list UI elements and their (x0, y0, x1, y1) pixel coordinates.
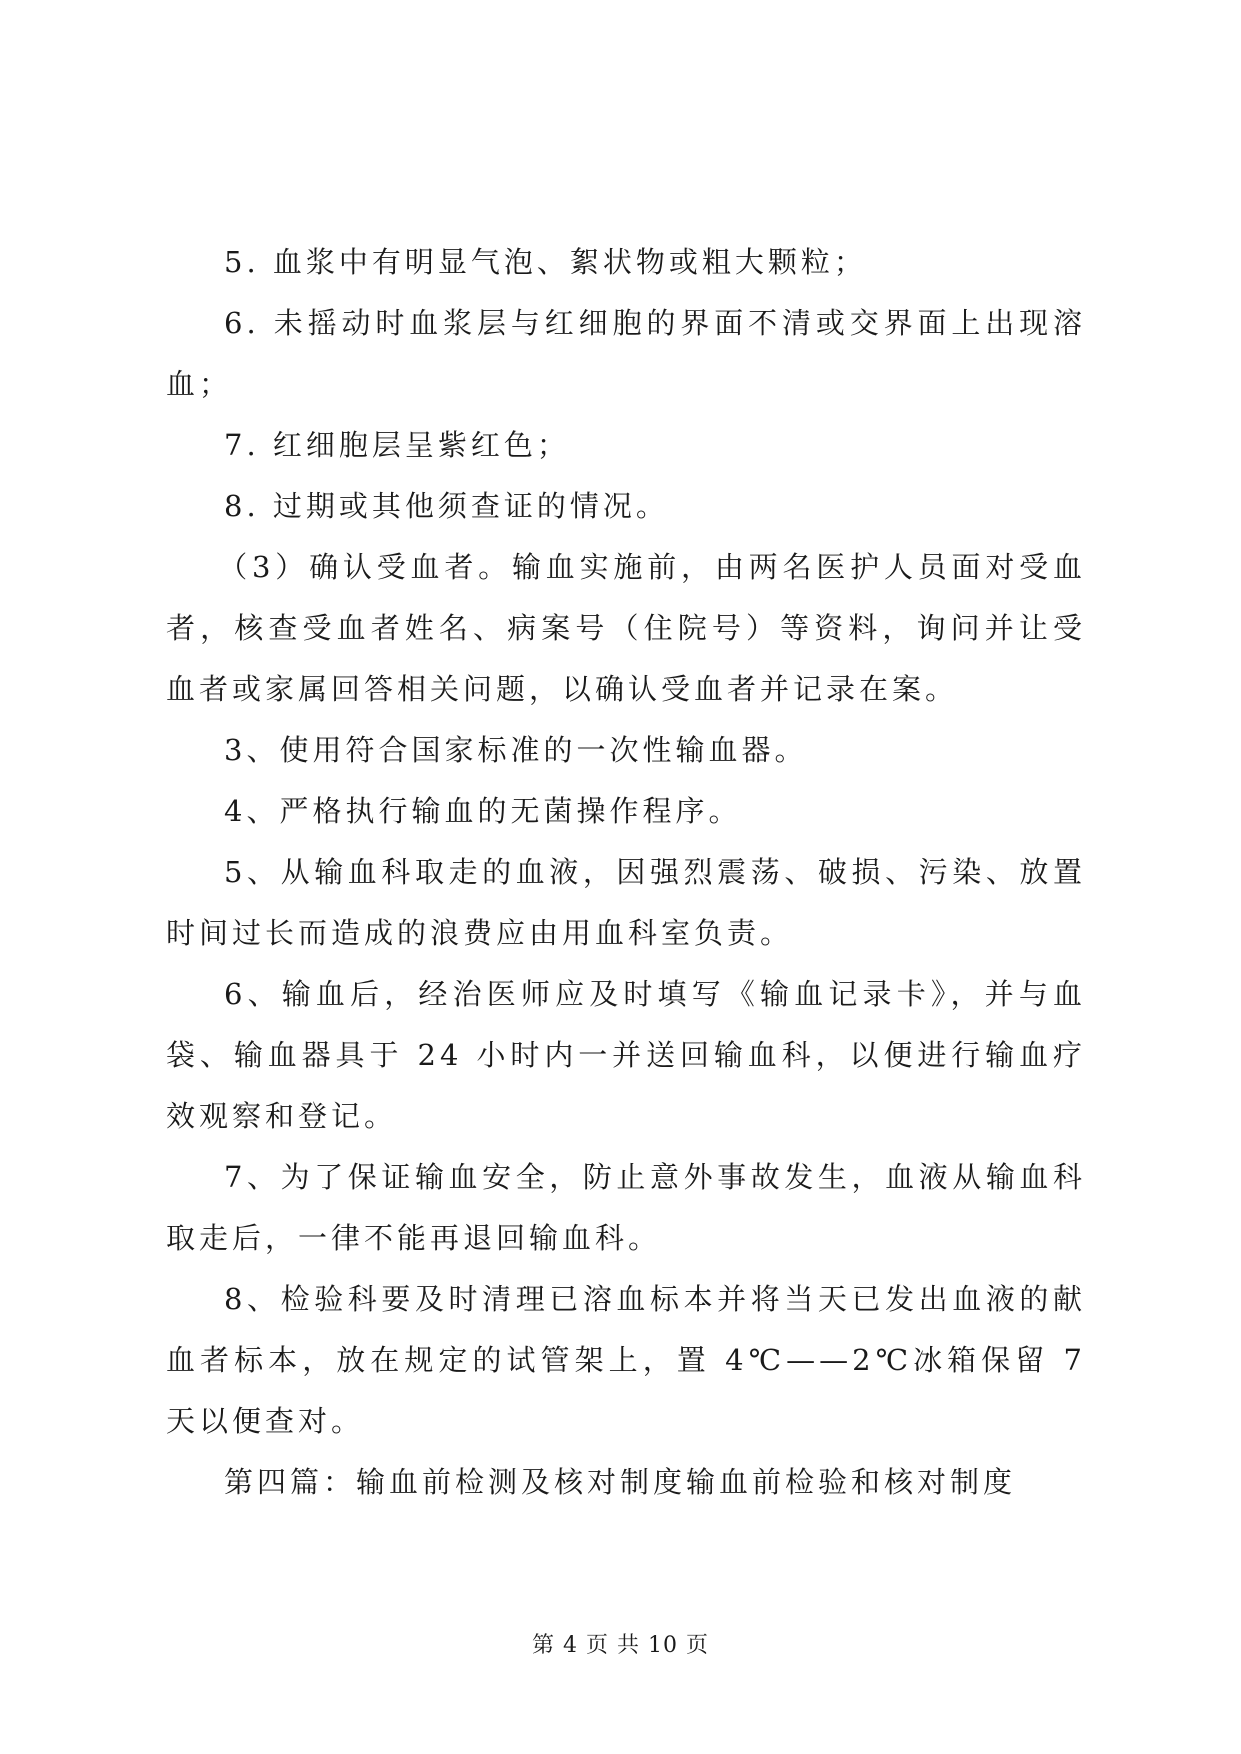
paragraph-item-8-expired: 8. 过期或其他须查证的情况。 (224, 489, 669, 523)
paragraph-rule-6: 6、输血后，经治医师应及时填写《输血记录卡》，并与血袋、输血器具于 24 小时内一并送回输血科，以便进行输血疗效观察和登记。 (166, 977, 1086, 1133)
paragraph-rule-7: 7、为了保证输血安全，防止意外事故发生，血液从输血科取走后，一律不能再退回输血科。 (166, 1160, 1086, 1255)
document-body (166, 232, 1086, 1513)
paragraph-rule-5: 5、从输血科取走的血液，因强烈震荡、破损、污染、放置时间过长而造成的浪费应由用血科室负责。 (166, 855, 1086, 950)
page-footer: 第 4 页 共 10 页 (532, 1633, 709, 1658)
paragraph-item-6-hemolysis: 6. 未摇动时血浆层与红细胞的界面不清或交界面上出现溶血； (166, 306, 1086, 401)
paragraph-rule-8: 8、检验科要及时清理已溶血标本并将当天已发出血液的献血者标本，放在规定的试管架上，置 4℃——2℃冰箱保留 7 天以便查对。 (166, 1282, 1086, 1438)
section-heading: 第四篇：输血前检测及核对制度输血前检验和核对制度 (224, 1465, 1017, 1499)
paragraph-rule-3: 3、使用符合国家标准的一次性输血器。 (224, 733, 808, 767)
paragraph-item-5-bubbles: 5. 血浆中有明显气泡、絮状物或粗大颗粒； (224, 245, 867, 279)
paragraph-item-7-purple: 7. 红细胞层呈紫红色； (224, 428, 570, 462)
paragraph-rule-4: 4、严格执行输血的无菌操作程序。 (224, 794, 742, 828)
paragraph-confirm-recipient: （3）确认受血者。输血实施前，由两名医护人员面对受血者，核查受血者姓名、病案号（住院号）等资料，询问并让受血者或家属回答相关问题，以确认受血者并记录在案。 (166, 550, 1086, 706)
